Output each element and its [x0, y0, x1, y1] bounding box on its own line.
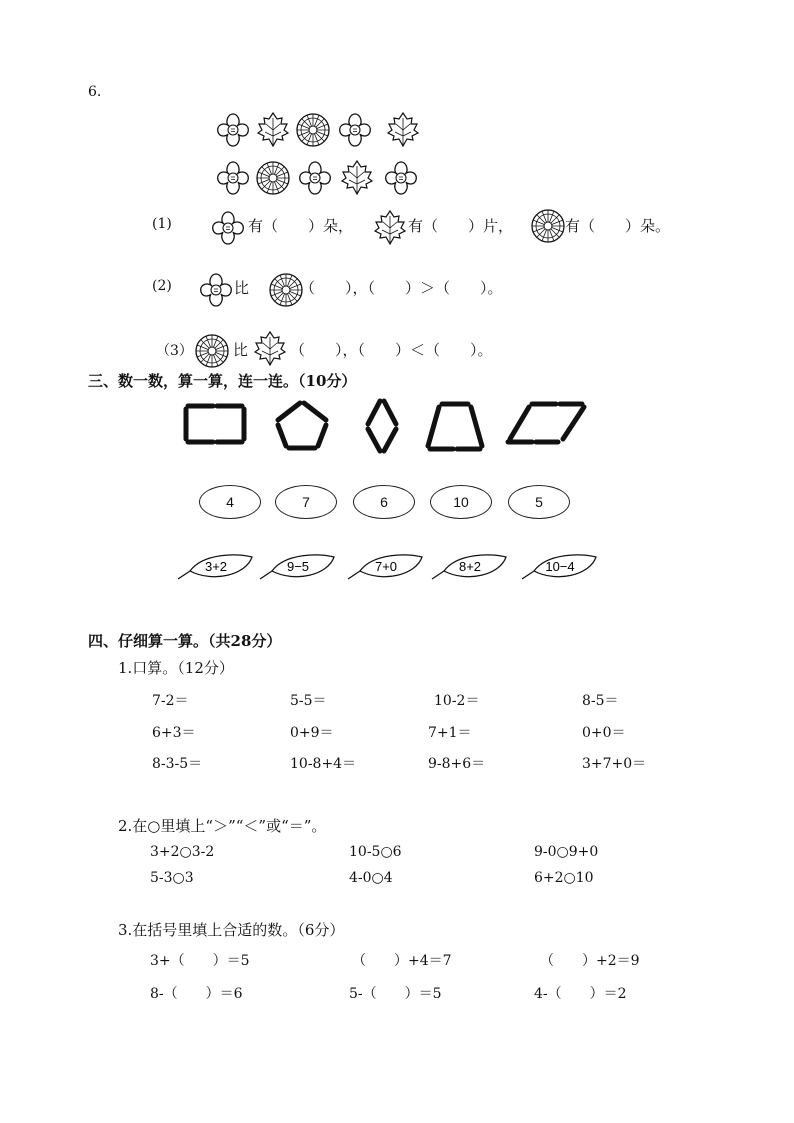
part-title: 3.在括号里填上合适的数。（6分）	[118, 921, 345, 939]
problem: 10-5○6	[349, 844, 402, 860]
blank-text: 有（ ）朵，	[248, 217, 354, 235]
leaf-expression: 10−4	[545, 559, 575, 574]
section-title: 四、仔细算一算。（共28分）	[88, 632, 282, 650]
problem: 5-3○3	[150, 870, 194, 886]
leaf-expression: 3+2	[204, 559, 228, 574]
sub-label: (1)	[152, 216, 172, 232]
sub-label: (2)	[152, 278, 172, 294]
problem: 5-（ ）＝5	[349, 986, 442, 1002]
problem: 10-8+4＝	[290, 756, 357, 772]
problem: 6+3＝	[152, 725, 196, 741]
section-title: 三、数一数，算一算，连一连。（10分）	[88, 372, 357, 390]
leaf-expression: 7+0	[374, 559, 398, 574]
problem: （ ）+2＝9	[540, 953, 640, 969]
problem: 5-5＝	[290, 693, 327, 709]
problem: 3+2○3-2	[150, 844, 215, 860]
answer-oval[interactable]: 7	[275, 485, 337, 519]
compare-word: 比	[233, 341, 249, 359]
blank-text: 有（ ）朵。	[565, 217, 671, 235]
problem: 10-2＝	[434, 693, 480, 709]
part-title: 1.口算。（12分）	[118, 659, 234, 677]
leaf-expression: 8+2	[458, 559, 482, 574]
problem: 4-（ ）＝2	[534, 986, 627, 1002]
problem: 6+2○10	[534, 870, 594, 886]
leaf-card	[260, 555, 334, 579]
problem: 4-0○4	[349, 870, 393, 886]
blank-text: （ ），（ ）＞（ ）。	[300, 279, 503, 297]
answer-oval[interactable]: 6	[353, 485, 415, 519]
problem: 8-5＝	[582, 693, 619, 709]
leaf-expression: 9−5	[286, 559, 310, 574]
problem: 8-3-5＝	[152, 756, 203, 772]
compare-word: 比	[234, 279, 250, 297]
leaf-card	[178, 555, 252, 579]
problem: 0+0＝	[582, 725, 626, 741]
answer-oval[interactable]: 4	[199, 485, 261, 519]
answer-oval[interactable]: 5	[508, 485, 570, 519]
blank-text: （ ），（ ）＜（ ）。	[290, 341, 493, 359]
leaf-card	[522, 555, 596, 579]
problem: 8-（ ）＝6	[150, 986, 243, 1002]
problem: 3+（ ）＝5	[150, 953, 250, 969]
leaf-card	[348, 555, 422, 579]
sub-label: （3）	[156, 343, 193, 359]
leaf-card	[432, 555, 506, 579]
problem: 9-8+6＝	[428, 756, 486, 772]
problem: （ ）+4＝7	[352, 953, 452, 969]
part-title: 2.在○里填上“＞”“＜”或“＝”。	[118, 817, 327, 835]
answer-oval[interactable]: 10	[430, 485, 492, 519]
problem: 9-0○9+0	[534, 844, 599, 860]
question-number: 6.	[88, 84, 102, 100]
problem: 7+1＝	[428, 725, 472, 741]
problem: 0+9＝	[290, 725, 334, 741]
problem: 7-2＝	[152, 693, 189, 709]
problem: 3+7+0＝	[582, 756, 647, 772]
blank-text: 有（ ）片，	[408, 217, 514, 235]
